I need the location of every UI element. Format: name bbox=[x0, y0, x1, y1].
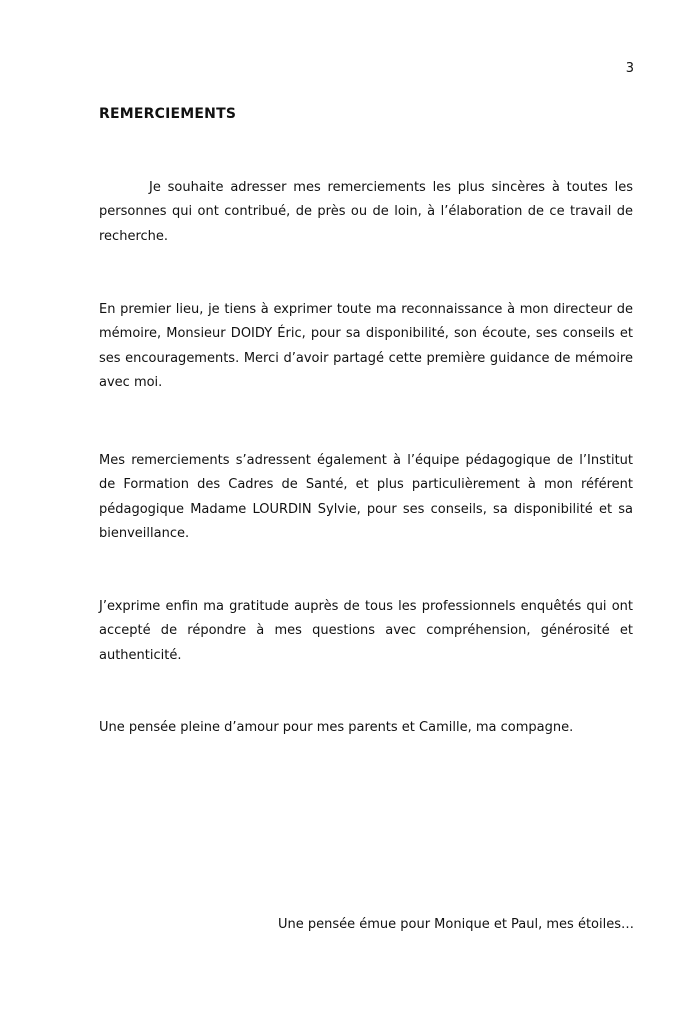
paragraph-intro: Je souhaite adresser mes remerciements les plus sincères à toutes les personnes qui ont contribué, de près ou de loin, à l’élaboration de ce travail de recherche. bbox=[99, 180, 633, 244]
paragraph-institute: Mes remerciements s’adressent également à l’équipe pédagogique de l’Institut de Formation des Cadres de Santé, et plus particulièrement à mon référent pédagogique Madame LOURDIN Sylvie, pour ses conseils, sa disponibilité et sa bienveillance. bbox=[99, 453, 633, 541]
page-number: 3 bbox=[625, 61, 634, 76]
page-title: REMERCIEMENTS bbox=[99, 106, 237, 122]
paragraph-professionals: J’exprime enfin ma gratitude auprès de tous les professionnels enquêtés qui ont accepté de répondre à mes questions avec compréhension, générosité et authenticité. bbox=[99, 599, 633, 663]
paragraph-director: En premier lieu, je tiens à exprimer toute ma reconnaissance à mon directeur de mémoire, Monsieur DOIDY Éric, pour sa disponibilité, son écoute, ses conseils et ses encouragements. Merci d’avoir partagé cette première guidance de mémoire avec moi. bbox=[99, 302, 633, 390]
paragraph-family: Une pensée pleine d’amour pour mes parents et Camille, ma compagne. bbox=[99, 720, 574, 735]
closing-dedication: Une pensée émue pour Monique et Paul, mes étoiles… bbox=[277, 917, 634, 932]
